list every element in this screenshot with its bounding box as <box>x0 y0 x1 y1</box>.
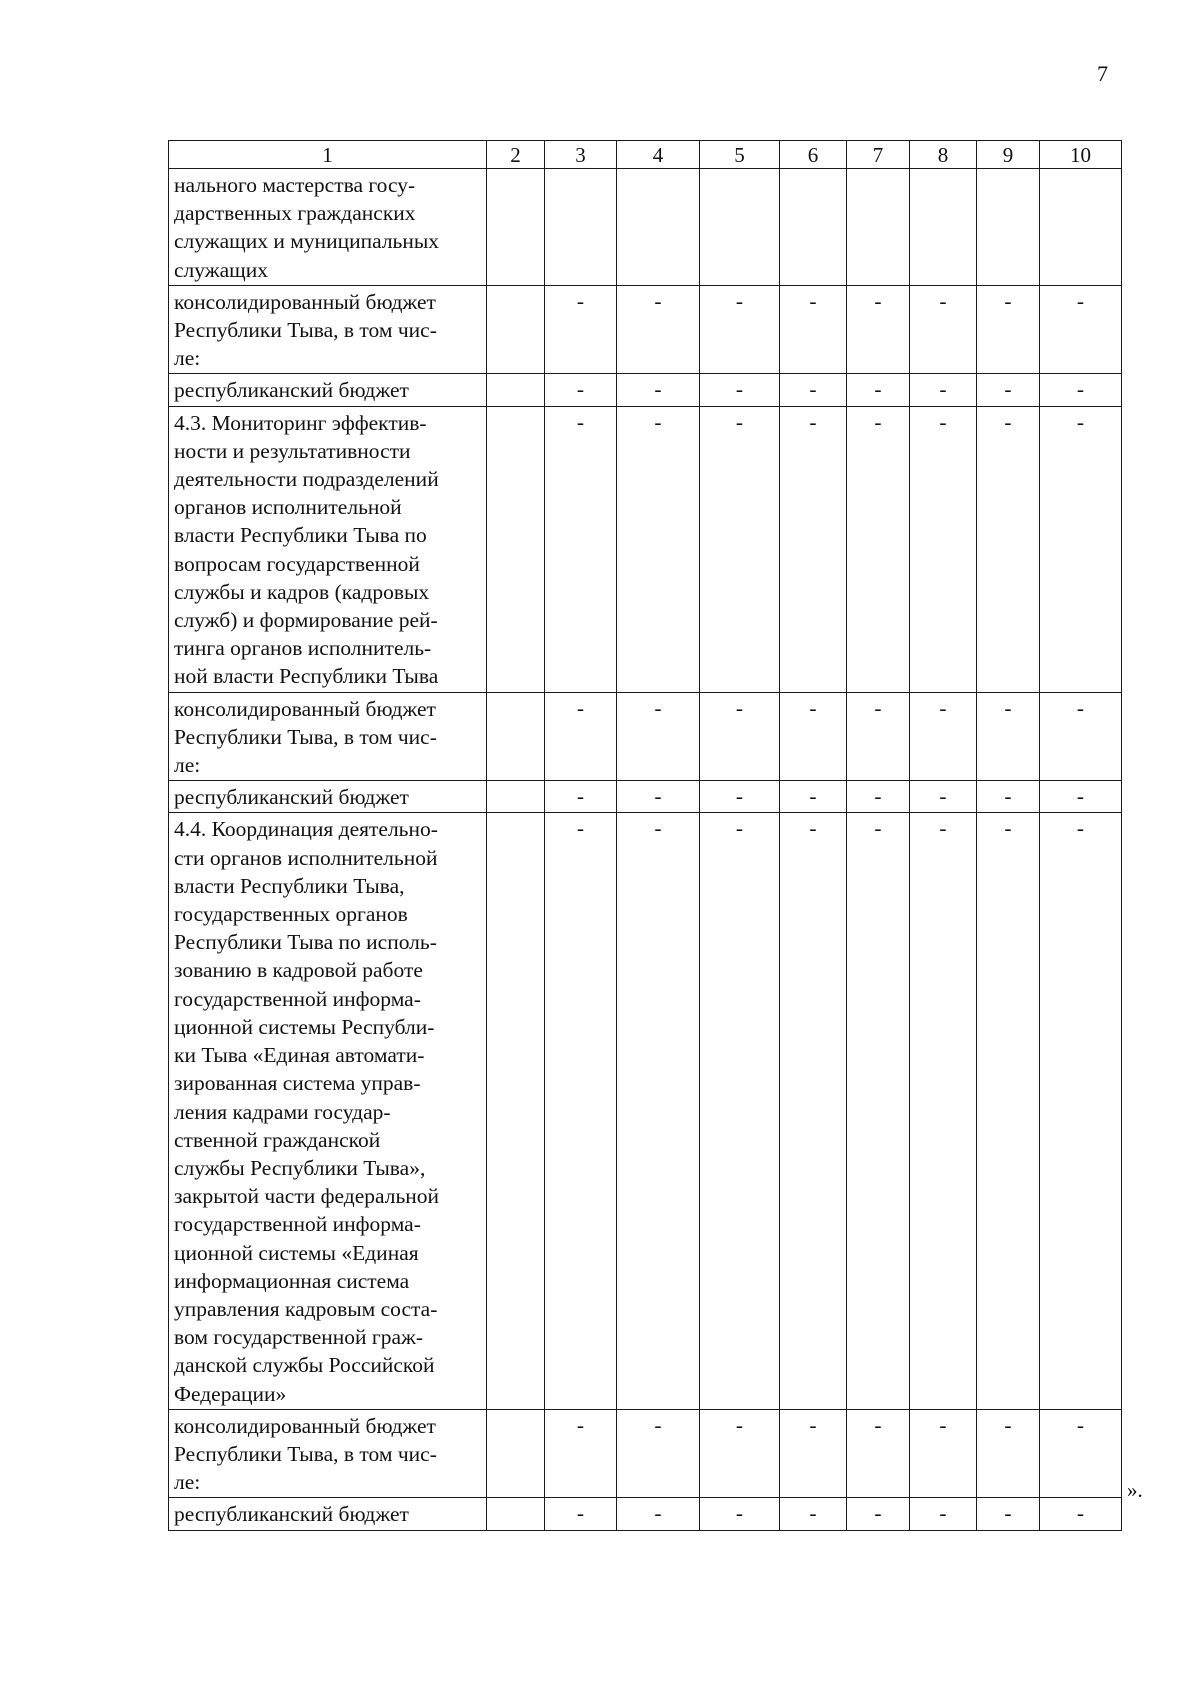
cell-col-6: - <box>780 285 847 374</box>
cell-col-2 <box>487 813 545 1409</box>
row-label: республиканский бюджет <box>169 1498 487 1530</box>
cell-col-4: - <box>617 1409 700 1498</box>
row-label: консолидированный бюджет Республики Тыва, в том чис- ле: <box>169 692 487 781</box>
cell-col-9: - <box>977 374 1040 406</box>
table-row <box>169 406 1122 692</box>
cell-col-3: - <box>545 1498 617 1530</box>
cell-col-2 <box>487 406 545 692</box>
row-label: нального мастерства госу- дарственных гражданских служащих и муниципальных служащих <box>169 169 487 286</box>
cell-col-4 <box>617 169 700 286</box>
row-label: республиканский бюджет <box>169 781 487 813</box>
cell-col-10: - <box>1040 406 1122 692</box>
cell-col-5: - <box>700 813 780 1409</box>
cell-col-9: - <box>977 1409 1040 1498</box>
cell-col-6: - <box>780 692 847 781</box>
cell-col-7: - <box>847 1409 910 1498</box>
cell-col-2 <box>487 692 545 781</box>
cell-col-8: - <box>910 374 977 406</box>
cell-col-10: - <box>1040 285 1122 374</box>
cell-col-3: - <box>545 1409 617 1498</box>
cell-col-6 <box>780 169 847 286</box>
cell-col-5: - <box>700 1409 780 1498</box>
cell-col-4: - <box>617 1498 700 1530</box>
cell-col-8: - <box>910 813 977 1409</box>
cell-col-8: - <box>910 781 977 813</box>
cell-col-6: - <box>780 1409 847 1498</box>
table-row <box>169 781 1122 813</box>
column-header: 3 <box>545 141 617 169</box>
table-row <box>169 169 1122 286</box>
row-label: 4.4. Координация деятельно- сти органов исполнительной власти Республики Тыва, государственных органов Республики Тыва по исполь- зованию в кадровой работе государственной информа- ционной системы Республи- ки Тыва «Единая автомати- зированная система управ- ления кадрами государ- ственной гражданской службы Республики Тыва», закрытой части федеральной государственной информа- ционной системы «Единая информационная система управления кадровым соста- вом государственной граж- данской службы Российской Федерации» <box>169 813 487 1409</box>
cell-col-5 <box>700 169 780 286</box>
budget-table <box>168 140 1122 1531</box>
cell-col-3: - <box>545 285 617 374</box>
cell-col-2 <box>487 285 545 374</box>
cell-col-3: - <box>545 374 617 406</box>
cell-col-9: - <box>977 813 1040 1409</box>
cell-col-9: - <box>977 285 1040 374</box>
cell-col-7: - <box>847 285 910 374</box>
cell-col-6: - <box>780 813 847 1409</box>
column-header: 8 <box>910 141 977 169</box>
cell-col-8: - <box>910 406 977 692</box>
table-row <box>169 1498 1122 1530</box>
cell-col-2 <box>487 1409 545 1498</box>
column-header: 7 <box>847 141 910 169</box>
cell-col-5: - <box>700 692 780 781</box>
cell-col-8: - <box>910 692 977 781</box>
cell-col-10: - <box>1040 781 1122 813</box>
column-header: 4 <box>617 141 700 169</box>
cell-col-3: - <box>545 813 617 1409</box>
cell-col-9: - <box>977 406 1040 692</box>
cell-col-8: - <box>910 285 977 374</box>
cell-col-9: - <box>977 1498 1040 1530</box>
table-row <box>169 692 1122 781</box>
cell-col-7: - <box>847 374 910 406</box>
cell-col-6: - <box>780 374 847 406</box>
cell-col-3: - <box>545 692 617 781</box>
cell-col-2 <box>487 169 545 286</box>
cell-col-6: - <box>780 1498 847 1530</box>
cell-col-10 <box>1040 169 1122 286</box>
cell-col-8: - <box>910 1409 977 1498</box>
cell-col-4: - <box>617 813 700 1409</box>
cell-col-2 <box>487 781 545 813</box>
cell-col-4: - <box>617 374 700 406</box>
table-row <box>169 285 1122 374</box>
cell-col-7: - <box>847 692 910 781</box>
cell-col-7: - <box>847 406 910 692</box>
cell-col-7: - <box>847 781 910 813</box>
cell-col-3 <box>545 169 617 286</box>
row-label: 4.3. Мониторинг эффектив- ности и результативности деятельности подразделений органов исполнительной власти Республики Тыва по вопросам государственной службы и кадров (кадровых служб) и формирование рей- тинга органов исполнитель- ной власти Республики Тыва <box>169 406 487 692</box>
cell-col-3: - <box>545 781 617 813</box>
cell-col-5: - <box>700 1498 780 1530</box>
cell-col-10: - <box>1040 1409 1122 1498</box>
table-row <box>169 1409 1122 1498</box>
cell-col-6: - <box>780 406 847 692</box>
column-header: 9 <box>977 141 1040 169</box>
table-row <box>169 813 1122 1409</box>
cell-col-10: - <box>1040 374 1122 406</box>
column-header: 1 <box>169 141 487 169</box>
cell-col-5: - <box>700 285 780 374</box>
column-header: 2 <box>487 141 545 169</box>
cell-col-4: - <box>617 406 700 692</box>
column-header-row <box>169 141 1122 169</box>
cell-col-10: - <box>1040 1498 1122 1530</box>
cell-col-10: - <box>1040 692 1122 781</box>
cell-col-7: - <box>847 813 910 1409</box>
cell-col-2 <box>487 374 545 406</box>
cell-col-8 <box>910 169 977 286</box>
cell-col-3: - <box>545 406 617 692</box>
cell-col-6: - <box>780 781 847 813</box>
cell-col-8: - <box>910 1498 977 1530</box>
row-label: консолидированный бюджет Республики Тыва, в том чис- ле: <box>169 1409 487 1498</box>
cell-col-4: - <box>617 692 700 781</box>
cell-col-9 <box>977 169 1040 286</box>
cell-col-2 <box>487 1498 545 1530</box>
cell-col-9: - <box>977 692 1040 781</box>
cell-col-7: - <box>847 1498 910 1530</box>
closing-quote-mark: ». <box>1127 1478 1143 1502</box>
row-label: консолидированный бюджет Республики Тыва, в том чис- ле: <box>169 285 487 374</box>
cell-col-4: - <box>617 285 700 374</box>
cell-col-9: - <box>977 781 1040 813</box>
column-header: 6 <box>780 141 847 169</box>
cell-col-10: - <box>1040 813 1122 1409</box>
column-header: 5 <box>700 141 780 169</box>
table-row <box>169 374 1122 406</box>
row-label: республиканский бюджет <box>169 374 487 406</box>
column-header: 10 <box>1040 141 1122 169</box>
cell-col-5: - <box>700 406 780 692</box>
cell-col-7 <box>847 169 910 286</box>
page-number: 7 <box>1097 61 1108 86</box>
cell-col-5: - <box>700 374 780 406</box>
cell-col-4: - <box>617 781 700 813</box>
cell-col-5: - <box>700 781 780 813</box>
